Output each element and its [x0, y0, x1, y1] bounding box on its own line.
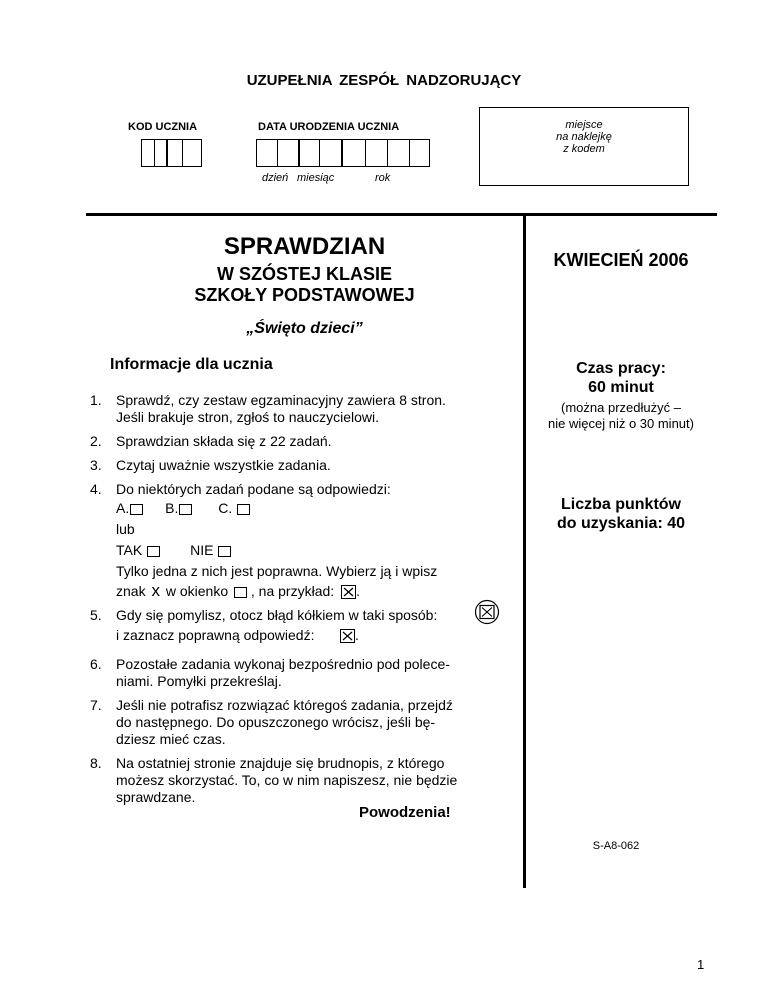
item-text: sprawdzane.: [116, 789, 196, 805]
date-cell-divider: [319, 140, 320, 166]
exam-subtitle-2: SZKOŁY PODSTAWOWEJ: [194, 285, 415, 305]
exam-date: KWIECIEŃ 2006: [553, 250, 689, 270]
points-line-1: Liczba punktów: [561, 496, 681, 513]
code-cell-divider: [166, 140, 168, 166]
date-cell-divider: [387, 140, 388, 166]
time-note-2: nie więcej niż o 30 minut): [548, 416, 694, 431]
item-text: Jeśli nie potrafisz rozwiązać któregoś zadania, przejdź: [116, 697, 453, 713]
date-cell-divider: [298, 140, 300, 166]
item-text: Do niektórych zadań podane są odpowiedzi:: [116, 481, 391, 497]
option-lub: lub: [116, 521, 135, 537]
example-line-2: znak x w okienko , na przykład: .: [116, 581, 360, 600]
example-okienko: w okienko: [165, 583, 229, 599]
option-tak-label: TAK: [116, 542, 143, 558]
item-number: 8.: [90, 755, 102, 771]
item-text: i zaznacz poprawną odpowiedź:: [116, 627, 315, 643]
empty-checkbox-icon: [218, 546, 231, 557]
exam-theme: „Święto dzieci”: [246, 320, 363, 337]
date-sub-day: dzień: [262, 172, 289, 184]
horizontal-divider: [86, 213, 717, 216]
kod-label: KOD UCZNIA: [128, 121, 198, 133]
answer-options-abc: [116, 500, 250, 517]
page-number: 1: [697, 957, 705, 972]
item-text: Jeśli brakuje stron, zgłoś to nauczycielowi.: [116, 409, 380, 425]
correct-answer-example: .: [340, 627, 359, 644]
code-cell-divider: [154, 140, 155, 166]
option-b-label: B.: [165, 500, 179, 516]
empty-checkbox-icon: [130, 504, 143, 515]
time-title-2: 60 minut: [588, 379, 654, 396]
answer-options-yes-no: [116, 542, 231, 559]
item-text: możesz skorzystać. To, co w nim napiszesz, nie będzie: [116, 772, 458, 788]
info-heading: Informacje dla ucznia: [110, 356, 273, 373]
item-text: Pozostałe zadania wykonaj bezpośrednio pod polece-: [116, 656, 450, 672]
data-label: DATA URODZENIA UCZNIA: [258, 121, 400, 133]
sticker-line: z kodem: [563, 143, 605, 155]
example-line-1: Tylko jedna z nich jest poprawna. Wybierz ją i wpisz: [116, 563, 438, 579]
item-number: 1.: [90, 392, 102, 408]
points-line-2: do uzyskania: 40: [556, 515, 686, 532]
vertical-divider: [523, 213, 526, 888]
date-cell-divider: [365, 140, 366, 166]
date-cell-divider: [277, 140, 278, 166]
item-number: 7.: [90, 697, 102, 713]
sticker-line: na naklejkę: [556, 131, 612, 143]
item-number: 6.: [90, 656, 102, 672]
example-przyklad: , na przykład:: [250, 583, 335, 599]
option-nie-label: NIE: [190, 542, 214, 558]
circled-checkbox-icon: [474, 599, 500, 625]
code-cell-divider: [182, 140, 183, 166]
item-number: 3.: [90, 457, 102, 473]
date-cell-divider: [409, 140, 410, 166]
item-number: 2.: [90, 433, 102, 449]
birth-date-boxes[interactable]: [256, 139, 430, 167]
student-code-boxes[interactable]: [141, 139, 202, 167]
item-text: dziesz mieć czas.: [116, 731, 226, 747]
example-x-mark: x: [151, 581, 160, 600]
item-text: Czytaj uważnie wszystkie zadania.: [116, 457, 331, 473]
date-sub-year: rok: [375, 172, 391, 184]
item-text: Sprawdzian składa się z 22 zadań.: [116, 433, 332, 449]
item-text: Na ostatniej stronie znajduje się brudnopis, z którego: [116, 755, 445, 771]
example-znak: znak: [116, 583, 146, 599]
option-a-label: A.: [116, 500, 130, 516]
empty-checkbox-icon: [237, 504, 250, 515]
empty-checkbox-icon: [147, 546, 160, 557]
exam-title: SPRAWDZIAN: [223, 233, 386, 260]
checked-box-icon: [340, 629, 355, 643]
item-number: 4.: [90, 481, 102, 497]
item-text: Gdy się pomylisz, otocz błąd kółkiem w taki sposób:: [116, 607, 438, 623]
date-cell-divider: [341, 140, 343, 166]
exam-code: S-A8-062: [592, 840, 640, 852]
item-text: niami. Pomyłki przekreślaj.: [116, 673, 282, 689]
checked-box-icon: [341, 585, 356, 599]
empty-checkbox-icon: [234, 587, 247, 598]
empty-checkbox-icon: [179, 504, 192, 515]
date-sub-month: miesiąc: [297, 172, 335, 184]
item-text: do następnego. Do opuszczonego wrócisz, jeśli bę-: [116, 714, 436, 730]
time-title-1: Czas pracy:: [576, 360, 666, 377]
header-title: UZUPEŁNIA ZESPÓŁ NADZORUJĄCY: [246, 72, 522, 89]
item-number: 5.: [90, 607, 102, 623]
closing-text: Powodzenia!: [359, 804, 451, 821]
exam-subtitle-1: W SZÓSTEJ KLASIE: [216, 264, 393, 284]
item-text: Sprawdź, czy zestaw egzaminacyjny zawiera 8 stron.: [116, 392, 446, 408]
time-note-1: (można przedłużyć –: [561, 400, 681, 415]
sticker-line: miejsce: [565, 119, 603, 131]
option-c-label: C.: [218, 500, 233, 516]
sticker-box: [479, 107, 689, 186]
